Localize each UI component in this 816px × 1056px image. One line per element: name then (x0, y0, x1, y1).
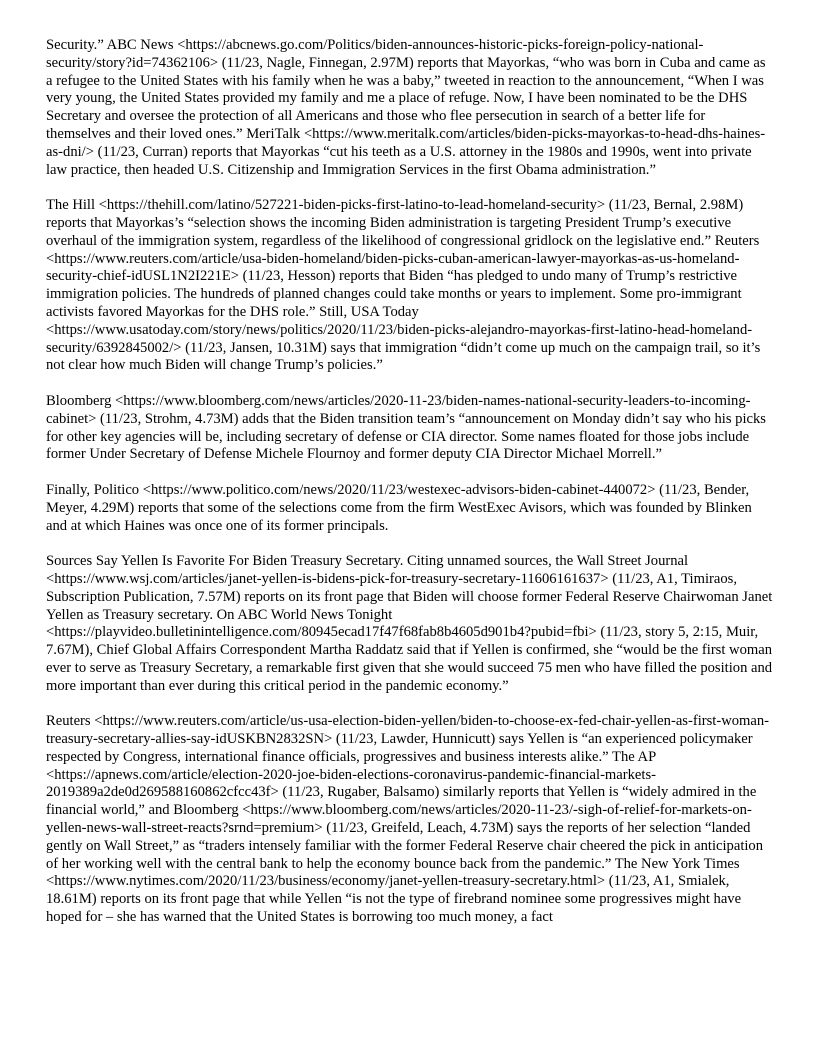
paragraph-yellen-wsj-abc: Sources Say Yellen Is Favorite For Biden Treasury Secretary. Citing unnamed sources, the Wall Street Journal <https://www.wsj.com/articles/janet-yellen-is-bidens-pick-for-treasury-secretary-11606161637> (11/23, A1, Timiraos, Subscription Publication, 7.57M) reports on its front page that Biden will choose former Federal Reserve Chairwoman Janet Yellen as Treasury secretary. On ABC World News Tonight <https://playvideo.bulletinintelligence.com/80945ecad17f47f68fab8b4605d901b4?pubid=fbi> (11/23, story 5, 2:15, Muir, 7.67M), Chief Global Affairs Correspondent Martha Raddatz said that if Yellen is confirmed, she “would be the first woman ever to serve as Treasury Secretary, a remarkable first given that she would succeed 75 men who have filled the position and more important than ever during this critical period in the pandemic economy.” (46, 553, 773, 694)
paragraph-bloomberg-transition: Bloomberg <https://www.bloomberg.com/news/articles/2020-11-23/biden-names-national-security-leaders-to-incoming-cabinet> (11/23, Strohm, 4.73M) adds that the Biden transition team’s “announcement on Monday didn’t say who his picks for other key agencies will be, including secretary of defense or CIA director. Some names floated for those jobs include former Under Secretary of Defense Michele Flournoy and former deputy CIA Director Michael Morrell.” (46, 392, 766, 463)
paragraph-yellen-reactions: Reuters <https://www.reuters.com/article/us-usa-election-biden-yellen/biden-to-choose-ex-fed-chair-yellen-as-first-woman-treasury-secretary-allies-say-idUSKBN2832SN> (11/23, Lawder, Hunnicutt) says Yellen is “an experienced policymaker respected by Congress, international finance officials, progressives and business interests alike.” The AP <https://apnews.com/article/election-2020-joe-biden-elections-coronavirus-pandemic-financial-markets-2019389a2de0d269588160862cfcc43f> (11/23, Rugaber, Balsamo) similarly reports that Yellen is “widely admired in the financial world,” and Bloomberg <https://www.bloomberg.com/news/articles/2020-11-23/-sigh-of-relief-for-markets-on-yellen-news-wall-street-reacts?srnd=premium> (11/23, Greifeld, Leach, 4.73M) says the reports of her selection “landed gently on Wall Street,” as “traders intensely familiar with the former Federal Reserve chair cheered the pick in anticipation of her working well with the central bank to help the economy bounce back from the pandemic.” The New York Times <https://www.nytimes.com/2020/11/23/business/economy/janet-yellen-treasury-secretary.html> (11/23, A1, Smialek, 18.61M) reports on its front page that while Yellen “is not the type of firebrand nominee some progressives might have hoped for – she has warned that the United States is borrowing too much money, a fact (46, 713, 770, 926)
paragraph-thehill-reuters-usatoday: The Hill <https://thehill.com/latino/527221-biden-picks-first-latino-to-lead-homeland-security> (11/23, Bernal, 2.98M) reports that Mayorkas’s “selection shows the incoming Biden administration is targeting President Trump’s executive overhaul of the immigration system, regardless of the likelihood of congressional gridlock on the legislative end.” Reuters <https://www.reuters.com/article/usa-biden-homeland/biden-picks-cuban-american-lawyer-mayorkas-as-us-homeland-security-chief-idUSL1N2I221E> (11/23, Hesson) reports that Biden “has pledged to undo many of Trump’s restrictive immigration policies. The hundreds of planned changes could take months or years to implement. Some pro-immigrant activists favored Mayorkas for the DHS role.” Still, USA Today <https://www.usatoday.com/story/news/politics/2020/11/23/biden-picks-alejandro-mayorkas-first-latino-head-homeland-security/6392845002/> (11/23, Jansen, 10.31M) says that immigration “didn’t come up much on the campaign trail, so it’s not clear how much Biden will change Trump’s policies.” (46, 197, 761, 374)
paragraph-mayorkas-abc-meritalk: Security.” ABC News <https://abcnews.go.com/Politics/biden-announces-historic-picks-foreign-policy-national-security/story?id=74362106> (11/23, Nagle, Finnegan, 2.97M) reports that Mayorkas, “who was born in Cuba and came as a refugee to the United States with his family when he was a baby,” tweeted in reaction to the announcement, “When I was very young, the United States provided my family and me a place of refuge. Now, I have been nominated to be the DHS Secretary and oversee the protection of all Americans and those who flee persecution in search of a better life for themselves and their loved ones.” MeriTalk <https://www.meritalk.com/articles/biden-picks-mayorkas-to-head-dhs-haines-as-dni/> (11/23, Curran) reports that Mayorkas “cut his teeth as a U.S. attorney in the 1980s and 1990s, went into private law practice, then headed U.S. Citizenship and Immigration Services in the first Obama administration.” (46, 37, 766, 178)
document-page (46, 37, 773, 927)
paragraph-politico-westexec: Finally, Politico <https://www.politico.com/news/2020/11/23/westexec-advisors-biden-cabinet-440072> (11/23, Bender, Meyer, 4.29M) reports that some of the selections come from the firm WestExec Avisors, which was founded by Blinken and at which Haines was once one of its former principals. (46, 481, 752, 534)
